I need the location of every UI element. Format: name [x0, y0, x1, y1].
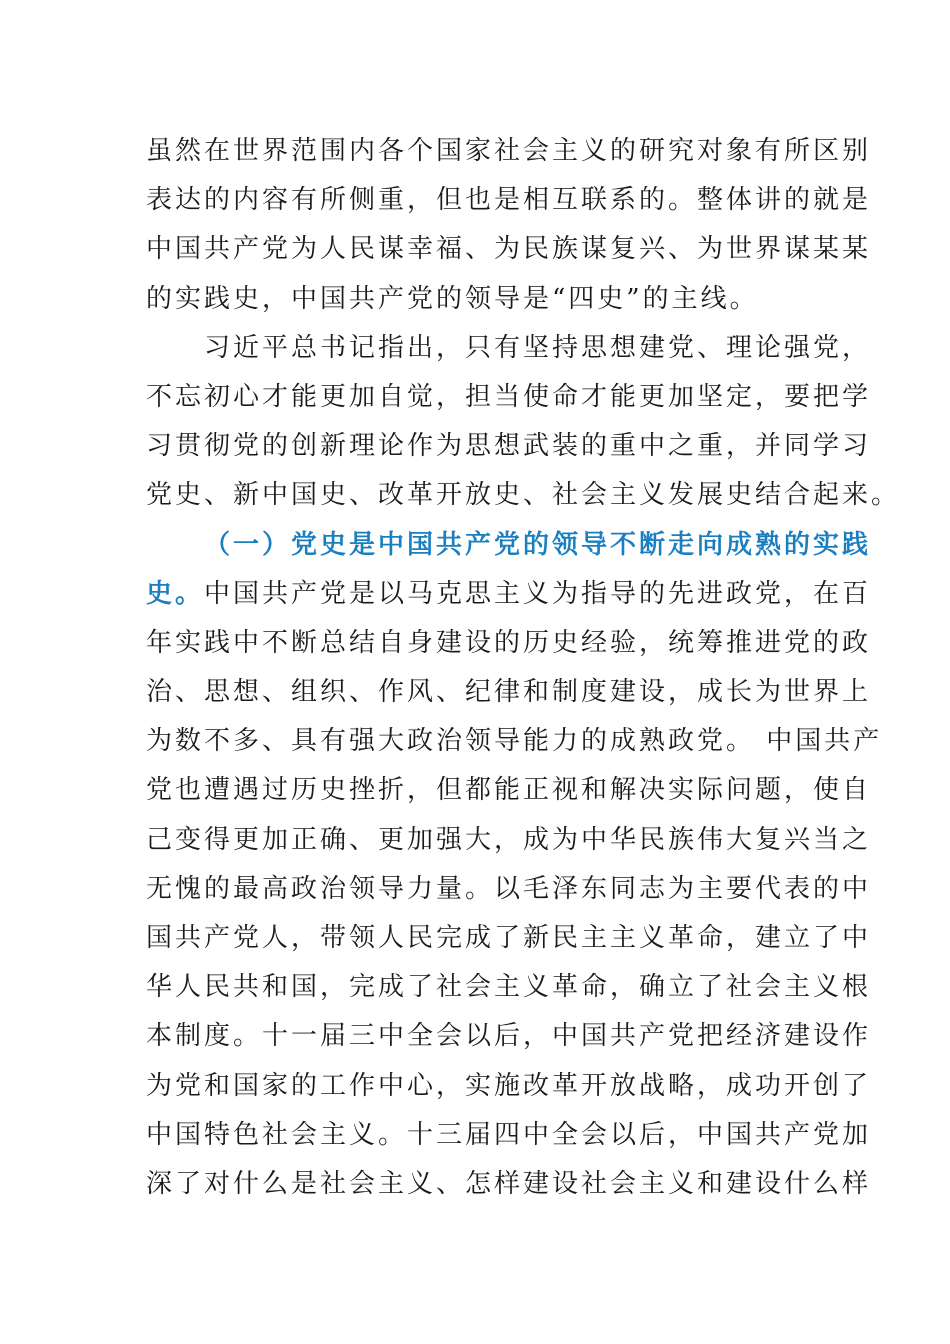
text-line: 不忘初心才能更加自觉，担当使命才能更加坚定，要把学 — [146, 381, 872, 412]
text-line: 己变得更加正确、更加强大，成为中华民族伟大复兴当之 — [146, 824, 872, 855]
text-line: 年实践中不断总结自身建设的历史经验，统筹推进党的政 — [146, 627, 872, 658]
text-line: 国共产党人，带领人民完成了新民主主义革命，建立了中 — [146, 923, 872, 953]
text-line: 党史、新中国史、改革开放史、社会主义发展史结合起来。 — [146, 480, 901, 511]
text-line: 无愧的最高政治领导力量。以毛泽东同志为主要代表的中 — [146, 873, 872, 904]
text-line: 党也遭遇过历史挫折，但都能正视和解决实际问题，使自 — [146, 775, 872, 806]
text-line: 表达的内容有所侧重，但也是相互联系的。整体讲的就是 — [146, 185, 872, 216]
text-line: 的实践史，中国共产党的领导是“四史”的主线。 — [146, 283, 759, 314]
paragraph-2 — [146, 324, 901, 521]
text-line: 治、思想、组织、作风、纪律和制度建设，成长为世界上 — [146, 677, 872, 708]
paragraph-3 — [146, 521, 883, 1210]
text-line — [146, 570, 872, 619]
paragraph-1 — [146, 127, 872, 324]
section-heading: （一）党史是中国共产党的领导不断走向成熟的实践 — [204, 529, 872, 560]
text-line: 中国特色社会主义。十三届四中全会以后，中国共产党加 — [146, 1119, 872, 1150]
text-line: 习近平总书记指出，只有坚持思想建党、理论强党， — [204, 332, 872, 363]
text-line: 本制度。十一届三中全会以后，中国共产党把经济建设作 — [146, 1021, 872, 1052]
document-body — [146, 127, 901, 1209]
text-line: 中国共产党为人民谋幸福、为民族谋复兴、为世界谋某某 — [146, 234, 872, 265]
text-line: 华人民共和国，完成了社会主义革命，确立了社会主义根 — [146, 972, 872, 1003]
section-heading-end: 史。 — [146, 578, 205, 609]
text-line: 为党和国家的工作中心，实施改革开放战略，成功开创了 — [146, 1070, 872, 1101]
text-line: 深了对什么是社会主义、怎样建设社会主义和建设什么样 — [146, 1168, 872, 1199]
text-line-rest: 中国共产党是以马克思主义为指导的先进政党，在百 — [204, 578, 872, 609]
text-line: 习贯彻党的创新理论作为思想武装的重中之重，并同学习 — [146, 431, 872, 462]
text-line: 为数不多、具有强大政治领导能力的成熟政党。 中国共产 — [146, 726, 883, 757]
text-line: 虽然在世界范围内各个国家社会主义的研究对象有所区别 — [146, 136, 872, 166]
